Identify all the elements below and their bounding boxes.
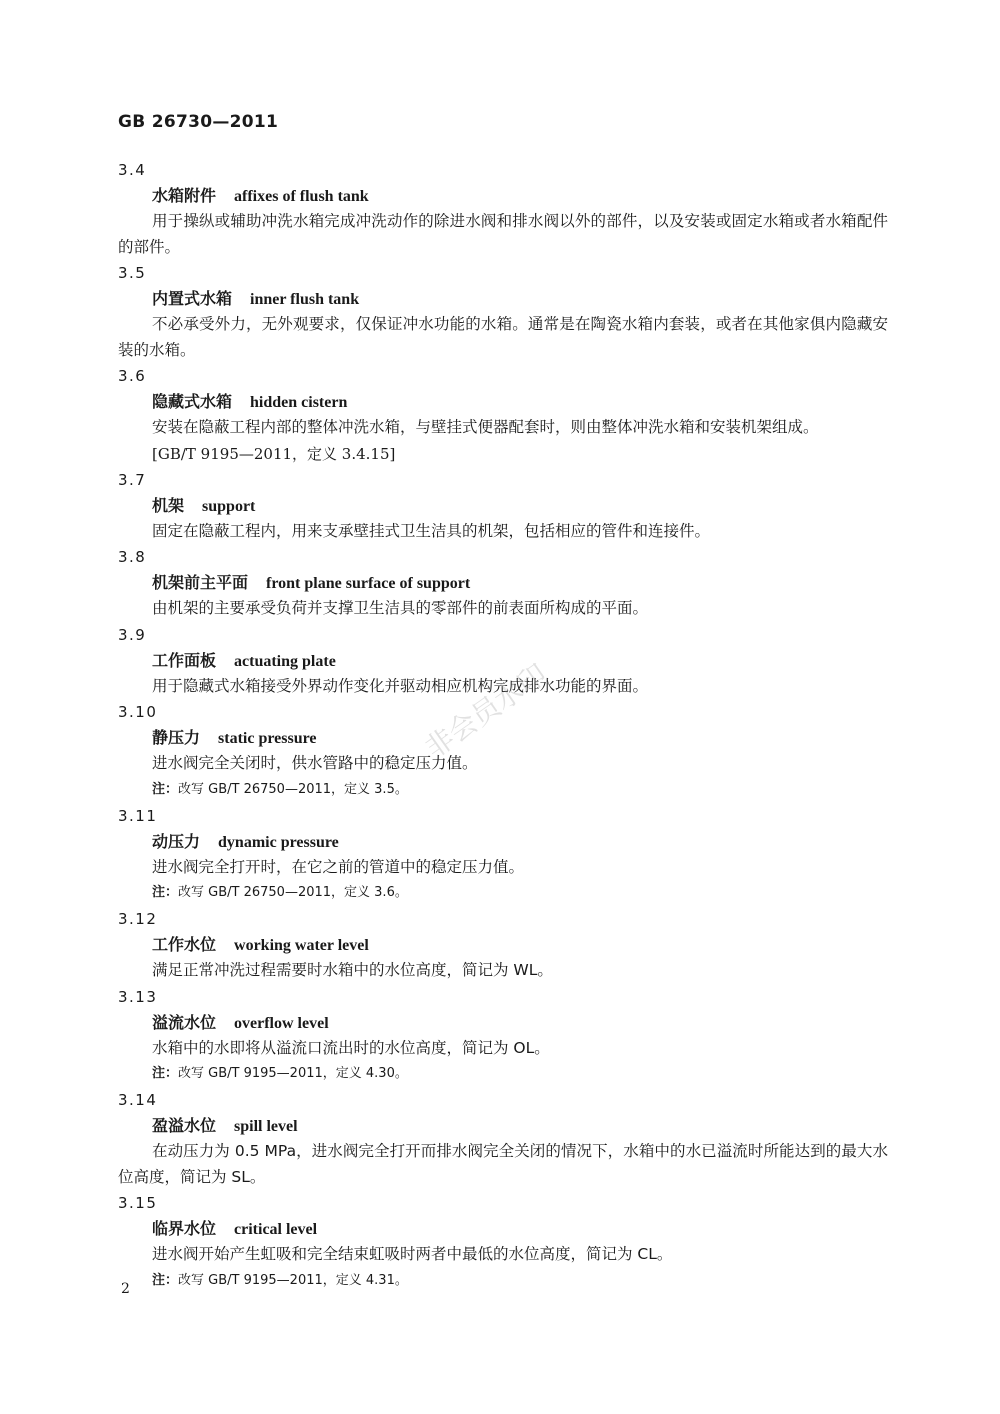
definition-entry-3-14 [118, 1087, 888, 1190]
entry-definition: 进水阀开始产生虹吸和完全结束虹吸时两者中最低的水位高度，简记为 CL。 [152, 1245, 673, 1263]
term-english: actuating plate [234, 652, 336, 670]
entry-number: 3.10 [118, 703, 158, 721]
term-english: static pressure [218, 730, 317, 747]
term-chinese: 机架 [152, 495, 185, 515]
term-chinese: 工作水位 [152, 935, 217, 954]
term-english: inner flush tank [250, 291, 360, 308]
definition-entry-3-11 [118, 803, 888, 907]
term-english: front plane surface of support [266, 575, 471, 592]
entry-term [152, 932, 888, 958]
entry-term [152, 493, 888, 519]
note-text: 改写 GB/T 26750—2011，定义 3.6。 [178, 885, 408, 900]
term-chinese: 内置式水箱 [152, 289, 233, 308]
note-text: 改写 GB/T 9195—2011，定义 4.30。 [178, 1066, 408, 1081]
definition-entry-3-6 [118, 363, 888, 467]
entry-term [152, 1010, 888, 1036]
term-chinese: 隐藏式水箱 [152, 392, 233, 411]
entry-definition: 满足正常冲洗过程需要时水箱中的水位高度，简记为 WL。 [152, 961, 553, 979]
entry-term [152, 829, 888, 855]
entry-number: 3.7 [118, 470, 147, 489]
note-label: 注： [152, 885, 179, 900]
entry-definition: 在动压力为 0.5 MPa，进水阀完全打开而排水阀完全关闭的情况下，水箱中的水已溢流时所能达到的最大水位高度，简记为 SL。 [118, 1142, 888, 1186]
definition-entry-3-4 [118, 157, 888, 260]
definition-entry-3-5 [118, 260, 888, 363]
entry-number: 3.8 [118, 548, 147, 566]
entry-note [152, 777, 888, 803]
definition-entry-3-15 [118, 1190, 888, 1294]
entry-definition: 不必承受外力，无外观要求，仅保证冲水功能的水箱。通常是在陶瓷水箱内套装，或者在其他家俱内隐藏安装的水箱。 [118, 315, 888, 359]
entry-source-reference: [GB/T 9195—2011，定义 3.4.15] [152, 444, 396, 463]
standard-code-header: GB 26730—2011 [118, 112, 279, 132]
term-english: critical level [234, 1221, 318, 1238]
entry-definition: 由机架的主要承受负荷并支撑卫生洁具的零部件的前表面所构成的平面。 [152, 599, 649, 617]
entry-number: 3.9 [118, 625, 147, 644]
term-english: working water level [234, 937, 369, 954]
term-english: overflow level [234, 1014, 329, 1032]
entry-term [152, 1216, 888, 1242]
term-chinese: 静压力 [152, 728, 201, 747]
term-chinese: 溢流水位 [152, 1012, 217, 1032]
entry-definition: 水箱中的水即将从溢流口流出时的水位高度，简记为 OL。 [152, 1038, 550, 1057]
entry-note [152, 1061, 888, 1087]
term-english: hidden cistern [250, 394, 348, 411]
entry-definition: 用于操纵或辅助冲洗水箱完成冲洗动作的除进水阀和排水阀以外的部件，以及安装或固定水箱或者水箱配件的部件。 [118, 212, 888, 256]
definition-entry-3-12 [118, 906, 888, 984]
entry-number: 3.4 [118, 161, 147, 179]
definitions-list [118, 157, 888, 1294]
entry-term [152, 1113, 888, 1139]
entry-definition: 固定在隐蔽工程内，用来支承壁挂式卫生洁具的机架，包括相应的管件和连接件。 [152, 521, 711, 540]
note-label: 注： [152, 1066, 179, 1081]
entry-number: 3.12 [118, 910, 158, 928]
entry-definition: 安装在隐蔽工程内部的整体冲洗水箱，与壁挂式便器配套时，则由整体冲洗水箱和安装机架组成。 [152, 418, 819, 436]
term-english: affixes of flush tank [234, 188, 369, 205]
entry-term [152, 286, 888, 312]
entry-definition: 进水阀完全打开时，在它之前的管道中的稳定压力值。 [152, 857, 525, 876]
entry-number: 3.15 [118, 1194, 158, 1212]
definition-entry-3-7 [118, 467, 888, 545]
entry-definition: 进水阀完全关闭时，供水管路中的稳定压力值。 [152, 754, 478, 772]
entry-definition: 用于隐藏式水箱接受外界动作变化并驱动相应机构完成排水功能的界面。 [152, 676, 649, 695]
definition-entry-3-13 [118, 984, 888, 1088]
entry-term [152, 725, 888, 751]
entry-number: 3.5 [118, 264, 147, 282]
page-number: 2 [121, 1281, 130, 1297]
term-english: spill level [234, 1118, 298, 1135]
entry-term [152, 570, 888, 596]
entry-term [152, 183, 888, 209]
entry-number: 3.13 [118, 987, 158, 1006]
term-chinese: 临界水位 [152, 1219, 217, 1238]
note-label: 注： [152, 781, 179, 797]
note-text: 改写 GB/T 9195—2011，定义 4.31。 [178, 1272, 408, 1288]
note-text: 改写 GB/T 26750—2011，定义 3.5。 [178, 781, 408, 797]
watermark: 非会员水印 [419, 657, 553, 765]
term-english: dynamic pressure [218, 833, 339, 851]
term-chinese: 动压力 [152, 831, 201, 851]
entry-number: 3.11 [118, 806, 158, 825]
entry-number: 3.14 [118, 1091, 158, 1109]
term-chinese: 工作面板 [152, 650, 217, 670]
definition-entry-3-8 [118, 544, 888, 622]
entry-term [152, 389, 888, 415]
entry-number: 3.6 [118, 367, 147, 385]
term-chinese: 水箱附件 [152, 186, 217, 205]
term-english: support [202, 497, 256, 515]
entry-note [152, 1268, 888, 1294]
note-label: 注： [152, 1272, 179, 1288]
term-chinese: 盈溢水位 [152, 1116, 217, 1135]
term-chinese: 机架前主平面 [152, 573, 249, 592]
entry-note [152, 880, 888, 906]
